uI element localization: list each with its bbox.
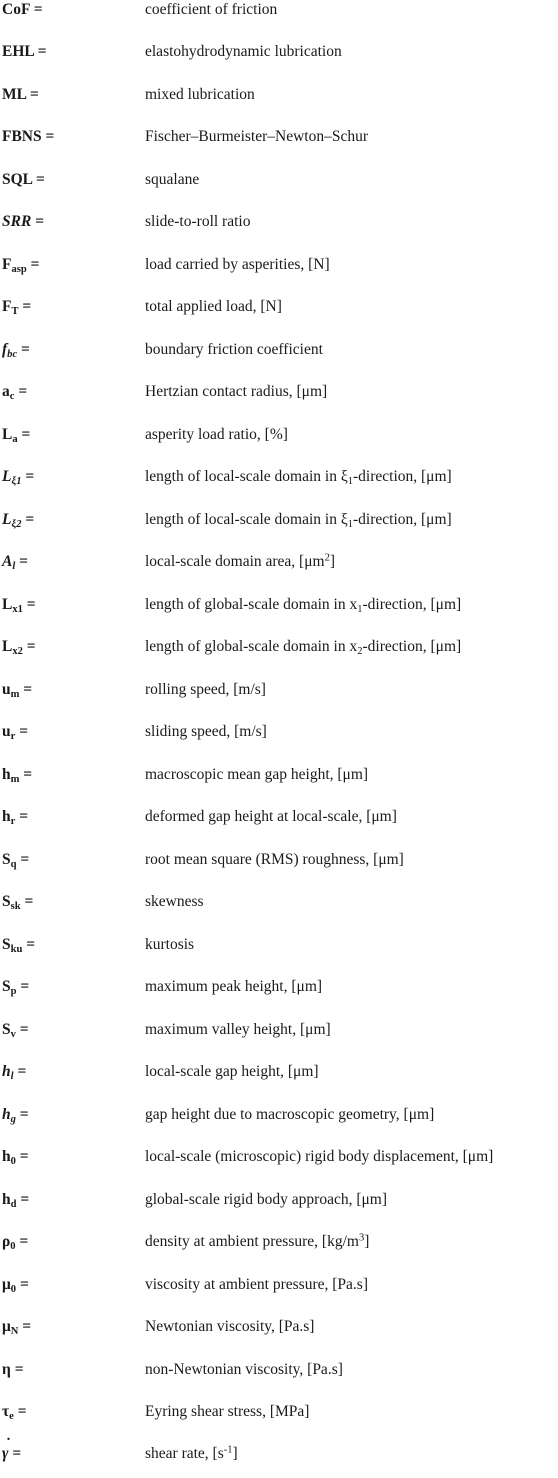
definition-l-x1: length of global-scale domain in $x_1$-direction, [μm] — [145, 596, 462, 615]
nomenclature-entry-s-sk — [0, 892, 558, 926]
nomenclature-entry-f-t — [0, 297, 558, 331]
nomenclature-entry-h-g — [0, 1105, 558, 1139]
definition-s-q: root mean square (RMS) roughness, [μm] — [145, 851, 404, 868]
definition-h-d: global-scale rigid body approach, [μm] — [145, 1191, 388, 1208]
nomenclature-entry-mu-n — [0, 1317, 558, 1351]
symbol-h-l: $h_l$ = — [2, 1063, 27, 1082]
nomenclature-entry-ml — [0, 85, 558, 119]
definition-cof: coefficient of friction — [145, 1, 278, 18]
symbol-s-q: $S_q$ = — [2, 851, 30, 870]
symbol-u-r: $u_r$ = — [2, 723, 29, 742]
nomenclature-entry-ehl — [0, 42, 558, 76]
nomenclature-entry-s-v — [0, 1020, 558, 1054]
definition-s-sk: skewness — [145, 893, 204, 910]
definition-h-l: local-scale gap height, [μm] — [145, 1063, 319, 1080]
symbol-h-0: $h_0$ = — [2, 1148, 29, 1167]
definition-u-r: sliding speed, [m/s] — [145, 723, 267, 740]
definition-mu-n: Newtonian viscosity, [Pa.s] — [145, 1318, 315, 1335]
symbol-rho-0: $\rho_0$ = — [2, 1233, 29, 1252]
nomenclature-entry-l-a — [0, 425, 558, 459]
symbol-mu-0: $\mu_0$ = — [2, 1276, 29, 1295]
symbol-srr: SRR = — [2, 213, 45, 230]
nomenclature-entry-f-bc — [0, 340, 558, 374]
definition-s-v: maximum valley height, [μm] — [145, 1021, 331, 1038]
nomenclature-entry-h-d — [0, 1190, 558, 1224]
definition-a-c: Hertzian contact radius, [μm] — [145, 383, 328, 400]
definition-h-m: macroscopic mean gap height, [μm] — [145, 766, 369, 783]
nomenclature-entry-s-p — [0, 977, 558, 1011]
symbol-s-v: $S_v$ = — [2, 1021, 29, 1040]
definition-rho-0: density at ambient pressure, $[kg/m^3]$ — [145, 1232, 370, 1250]
symbol-l-x1: $L_{x1}$ = — [2, 596, 36, 615]
symbol-fbns: FBNS = — [2, 128, 55, 145]
definition-s-p: maximum peak height, [μm] — [145, 978, 323, 995]
symbol-l-xi1: $L_{\xi 1}$ = — [2, 468, 35, 487]
definition-l-x2: length of global-scale domain in $x_2$-direction, [μm] — [145, 638, 462, 657]
definition-a-l: local-scale domain area, $[\mu m^2]$ — [145, 552, 336, 570]
symbol-l-x2: $L_{x2}$ = — [2, 638, 36, 657]
definition-u-m: rolling speed, [m/s] — [145, 681, 266, 698]
definition-f-asp: load carried by asperities, [N] — [145, 256, 330, 273]
nomenclature-entry-gamma-dot — [0, 1444, 558, 1478]
symbol-s-sk: $S_{sk}$ = — [2, 893, 34, 912]
definition-h-g: gap height due to macroscopic geometry, [μm] — [145, 1106, 435, 1123]
symbol-l-xi2: $L_{\xi 2}$ = — [2, 511, 35, 530]
nomenclature-entry-sql — [0, 170, 558, 204]
nomenclature-entry-mu-0 — [0, 1275, 558, 1309]
definition-mu-0: viscosity at ambient pressure, [Pa.s] — [145, 1276, 368, 1293]
nomenclature-entry-cof — [0, 0, 558, 34]
symbol-h-m: $h_m$ = — [2, 766, 33, 785]
nomenclature-entry-l-x2 — [0, 637, 558, 671]
nomenclature-entry-s-q — [0, 850, 558, 884]
symbol-f-bc: $f_{bc}$ = — [2, 341, 30, 360]
symbol-f-t: $F_T$ = — [2, 298, 32, 317]
definition-f-bc: boundary friction coefficient — [145, 341, 323, 358]
nomenclature-entry-a-c — [0, 382, 558, 416]
nomenclature-entry-h-r — [0, 807, 558, 841]
symbol-l-a: $L_a$ = — [2, 426, 31, 445]
nomenclature-entry-eta — [0, 1360, 558, 1394]
nomenclature-entry-h-l — [0, 1062, 558, 1096]
definition-s-ku: kurtosis — [145, 936, 195, 953]
definition-gamma-dot: shear rate, $[s^{-1}]$ — [145, 1444, 238, 1462]
nomenclature-entry-h-m — [0, 765, 558, 799]
symbol-tau-e: $\tau_e$ = — [2, 1403, 27, 1422]
nomenclature-entry-l-xi1 — [0, 467, 558, 501]
definition-sql: squalane — [145, 171, 200, 188]
nomenclature-entry-fbns — [0, 127, 558, 161]
symbol-mu-n: $\mu_N$ = — [2, 1318, 32, 1337]
symbol-cof: CoF = — [2, 1, 43, 18]
definition-ml: mixed lubrication — [145, 86, 255, 103]
definition-srr: slide-to-roll ratio — [145, 213, 251, 230]
symbol-s-p: $S_p$ = — [2, 978, 30, 997]
nomenclature-entry-s-ku — [0, 935, 558, 969]
definition-h-0: local-scale (microscopic) rigid body displacement, [μm] — [145, 1148, 494, 1165]
definition-tau-e: Eyring shear stress, [MPa] — [145, 1403, 310, 1420]
symbol-f-asp: $F_{asp}$ = — [2, 256, 40, 275]
nomenclature-entry-u-r — [0, 722, 558, 756]
definition-l-xi1: length of local-scale domain in $\xi_1$-direction, [μm] — [145, 468, 452, 487]
symbol-h-g: $h_g$ = — [2, 1106, 29, 1125]
symbol-eta: η = — [2, 1361, 24, 1378]
definition-fbns: Fischer–Burmeister–Newton–Schur — [145, 128, 368, 145]
nomenclature-entry-l-x1 — [0, 595, 558, 629]
nomenclature-entry-a-l — [0, 552, 558, 586]
symbol-a-c: $a_c$ = — [2, 383, 28, 402]
symbol-a-l: $A_l$ = — [2, 553, 28, 572]
definition-l-a: asperity load ratio, [%] — [145, 426, 288, 443]
symbol-h-d: $h_d$ = — [2, 1191, 30, 1210]
symbol-ehl: EHL = — [2, 43, 47, 60]
definition-eta: non-Newtonian viscosity, [Pa.s] — [145, 1361, 343, 1378]
definition-h-r: deformed gap height at local-scale, [μm] — [145, 808, 397, 825]
symbol-sql: SQL = — [2, 171, 45, 188]
definition-ehl: elastohydrodynamic lubrication — [145, 43, 342, 60]
definition-l-xi2: length of local-scale domain in $\xi_1$-direction, [μm] — [145, 511, 452, 530]
symbol-h-r: $h_r$ = — [2, 808, 29, 827]
symbol-gamma-dot: ˙ γ = — [2, 1444, 21, 1464]
nomenclature-entry-tau-e — [0, 1402, 558, 1436]
symbol-ml: ML = — [2, 86, 39, 103]
nomenclature-entry-f-asp — [0, 255, 558, 289]
nomenclature-entry-h-0 — [0, 1147, 558, 1181]
symbol-s-ku: $S_{ku}$ = — [2, 936, 36, 955]
nomenclature-entry-u-m — [0, 680, 558, 714]
nomenclature-entry-l-xi2 — [0, 510, 558, 544]
nomenclature-entry-rho-0 — [0, 1232, 558, 1266]
symbol-u-m: $u_m$ = — [2, 681, 33, 700]
definition-f-t: total applied load, [N] — [145, 298, 282, 315]
nomenclature-entry-srr — [0, 212, 558, 246]
